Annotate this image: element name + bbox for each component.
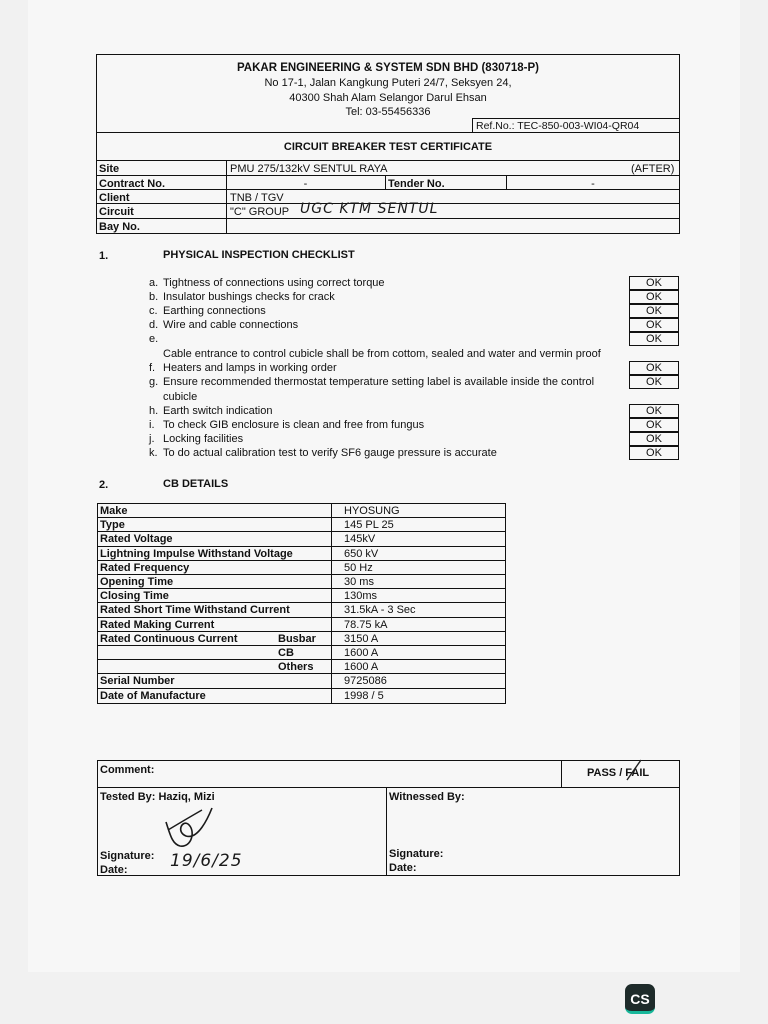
site-tag: (AFTER) bbox=[631, 163, 675, 175]
cb-details-row bbox=[97, 632, 506, 646]
divider bbox=[97, 787, 680, 788]
cb-details-row bbox=[97, 575, 506, 589]
checklist-item-text: Heaters and lamps in working order bbox=[163, 362, 337, 374]
bay-label: Bay No. bbox=[99, 221, 140, 233]
section1-title: PHYSICAL INSPECTION CHECKLIST bbox=[163, 249, 355, 261]
divider bbox=[472, 118, 680, 119]
checklist-item-text: To do actual calibration test to verify SF6 gauge pressure is accurate bbox=[163, 447, 497, 459]
cb-row-value: 1998 / 5 bbox=[344, 689, 384, 702]
site-label: Site bbox=[99, 163, 120, 175]
cb-row-label: Rated Short Time Withstand Current bbox=[100, 604, 290, 617]
cb-row-value: 130ms bbox=[344, 590, 378, 603]
divider bbox=[226, 160, 227, 234]
checklist-result-box: OK bbox=[629, 276, 679, 290]
cb-row-label: Rated Making Current bbox=[100, 618, 215, 631]
checklist-item-letter: a. bbox=[149, 277, 159, 289]
cb-row-value: 30 ms bbox=[344, 576, 374, 588]
cb-details-row bbox=[97, 532, 506, 546]
checklist-item-letter: f. bbox=[149, 362, 156, 374]
cb-row-label: Rated Voltage bbox=[100, 533, 173, 546]
cb-row-label: Date of Manufacture bbox=[100, 689, 206, 702]
signature-label-tester: Signature: bbox=[100, 850, 155, 862]
circuit-value: "C" GROUP bbox=[230, 206, 290, 218]
tender-label: Tender No. bbox=[388, 178, 445, 190]
checklist-result-box: OK bbox=[629, 290, 679, 304]
checklist-item-letter: b. bbox=[149, 291, 159, 303]
cb-details-row bbox=[97, 547, 506, 561]
checklist-item-text: Earthing connections bbox=[163, 305, 266, 317]
cb-details-row bbox=[97, 518, 506, 532]
cb-row-label: Rated Frequency bbox=[100, 561, 190, 574]
cb-row-label: Rated Continuous Current bbox=[100, 632, 238, 645]
site-value: PMU 275/132kV SENTUL RAYA bbox=[230, 163, 388, 175]
tested-by: Tested By: Haziq, Mizi bbox=[100, 791, 215, 803]
divider bbox=[561, 760, 562, 787]
divider bbox=[96, 218, 680, 219]
cb-row-value: 9725086 bbox=[344, 675, 387, 688]
divider bbox=[96, 175, 680, 176]
checklist-item-letter: e. bbox=[149, 333, 159, 345]
divider bbox=[96, 132, 680, 133]
company-name: PAKAR ENGINEERING & SYSTEM SDN BHD (830718-P) bbox=[236, 62, 540, 74]
reference-number: Ref.No.: TEC-850-003-WI04-QR04 bbox=[476, 120, 640, 132]
contract-label: Contract No. bbox=[99, 178, 165, 190]
cb-row-label: Closing Time bbox=[100, 590, 169, 603]
cb-row-value: 78.75 kA bbox=[344, 618, 388, 631]
cb-details-row bbox=[97, 618, 506, 632]
cb-row-value: 145 PL 25 bbox=[344, 519, 394, 532]
cb-row-value: 1600 A bbox=[344, 661, 379, 674]
signature-label-witness: Signature: bbox=[389, 848, 444, 860]
circuit-handwritten: UGC KTM SENTUL bbox=[300, 201, 439, 217]
checklist-result-box: OK bbox=[629, 332, 679, 346]
cb-details-row bbox=[97, 589, 506, 603]
checklist-result-box: OK bbox=[629, 304, 679, 318]
checklist-item-letter: g. bbox=[149, 376, 159, 388]
cb-details-row bbox=[97, 689, 506, 703]
cb-row-value: 31.5kA - 3 Sec bbox=[344, 604, 416, 617]
section2-title: CB DETAILS bbox=[163, 478, 229, 490]
cb-details-row bbox=[97, 561, 506, 575]
checklist-item-text: Cable entrance to control cubicle shall be from cottom, sealed and water and vermin proof bbox=[163, 348, 601, 360]
contract-value: - bbox=[303, 178, 308, 190]
section2-number: 2. bbox=[99, 479, 109, 491]
divider bbox=[385, 175, 386, 189]
cb-details-row bbox=[97, 603, 506, 617]
checklist-item-text: Tightness of connections using correct torque bbox=[163, 277, 385, 289]
company-tel: Tel: 03-55456336 bbox=[345, 106, 431, 118]
checklist-item-letter: h. bbox=[149, 405, 159, 417]
checklist-result-box: OK bbox=[629, 418, 679, 432]
checklist-item-text: Earth switch indication bbox=[163, 405, 273, 417]
cb-row-sublabel: CB bbox=[278, 647, 294, 659]
cb-row-label: Serial Number bbox=[100, 675, 175, 688]
cb-row-value: HYOSUNG bbox=[344, 505, 400, 517]
cb-details-row bbox=[97, 674, 506, 688]
cb-details-row bbox=[97, 646, 506, 660]
checklist-item-text: cubicle bbox=[163, 391, 198, 403]
circuit-label: Circuit bbox=[99, 206, 134, 218]
checklist-result-box: OK bbox=[629, 404, 679, 418]
checklist-item-text: Ensure recommended thermostat temperature setting label is available inside the control bbox=[163, 376, 595, 388]
cb-row-sublabel: Busbar bbox=[278, 632, 316, 645]
cb-row-value: 50 Hz bbox=[344, 561, 373, 574]
tender-value: - bbox=[591, 178, 595, 190]
checklist-item-letter: d. bbox=[149, 319, 159, 331]
company-address-line1: No 17-1, Jalan Kangkung Puteri 24/7, Seksyen 24, bbox=[264, 77, 512, 89]
checklist-item-letter: k. bbox=[149, 447, 158, 459]
cb-details-row bbox=[97, 660, 506, 674]
cb-row-label: Lightning Impulse Withstand Voltage bbox=[100, 547, 293, 560]
cb-details-row bbox=[97, 504, 506, 518]
client-label: Client bbox=[99, 192, 130, 204]
checklist-item-letter: i. bbox=[149, 419, 155, 431]
date-handwritten: 19/6/25 bbox=[170, 851, 243, 871]
company-address-line2: 40300 Shah Alam Selangor Darul Ehsan bbox=[289, 92, 487, 104]
checklist-result-box: OK bbox=[629, 375, 679, 389]
client-value: TNB / TGV bbox=[230, 192, 284, 204]
checklist-result-box: OK bbox=[629, 446, 679, 460]
checklist-item-text: Insulator bushings checks for crack bbox=[163, 291, 335, 303]
checklist-result-box: OK bbox=[629, 318, 679, 332]
signature-mark bbox=[158, 802, 218, 850]
date-label-tester: Date: bbox=[100, 864, 128, 876]
witnessed-by: Witnessed By: bbox=[389, 791, 465, 803]
cb-row-value: 1600 A bbox=[344, 647, 379, 659]
section1-number: 1. bbox=[99, 250, 109, 262]
checklist-item-letter: c. bbox=[149, 305, 158, 317]
cb-row-value: 3150 A bbox=[344, 632, 379, 645]
checklist-item-text: To check GIB enclosure is clean and free from fungus bbox=[163, 419, 425, 431]
cb-row-sublabel: Others bbox=[278, 661, 314, 674]
certificate-title: CIRCUIT BREAKER TEST CERTIFICATE bbox=[283, 141, 493, 153]
checklist-result-box: OK bbox=[629, 361, 679, 375]
pass-fail: PASS / FAIL bbox=[587, 767, 650, 779]
divider bbox=[96, 160, 680, 161]
cb-row-label: Type bbox=[100, 519, 125, 532]
checklist-item-text: Wire and cable connections bbox=[163, 319, 299, 331]
camscanner-logo-icon: CS bbox=[625, 984, 655, 1014]
checklist-item-letter: j. bbox=[149, 433, 155, 445]
comment-label: Comment: bbox=[100, 764, 155, 776]
checklist-item-text: Locking facilities bbox=[163, 433, 244, 445]
checklist-result-box: OK bbox=[629, 432, 679, 446]
fail-strike-mark bbox=[624, 758, 644, 782]
divider bbox=[386, 787, 387, 876]
divider bbox=[472, 118, 473, 132]
cb-row-label: Make bbox=[100, 505, 128, 517]
cb-row-label: Opening Time bbox=[100, 576, 174, 588]
date-label-witness: Date: bbox=[389, 862, 417, 874]
cb-row-value: 145kV bbox=[344, 533, 376, 546]
cb-row-value: 650 kV bbox=[344, 547, 379, 560]
